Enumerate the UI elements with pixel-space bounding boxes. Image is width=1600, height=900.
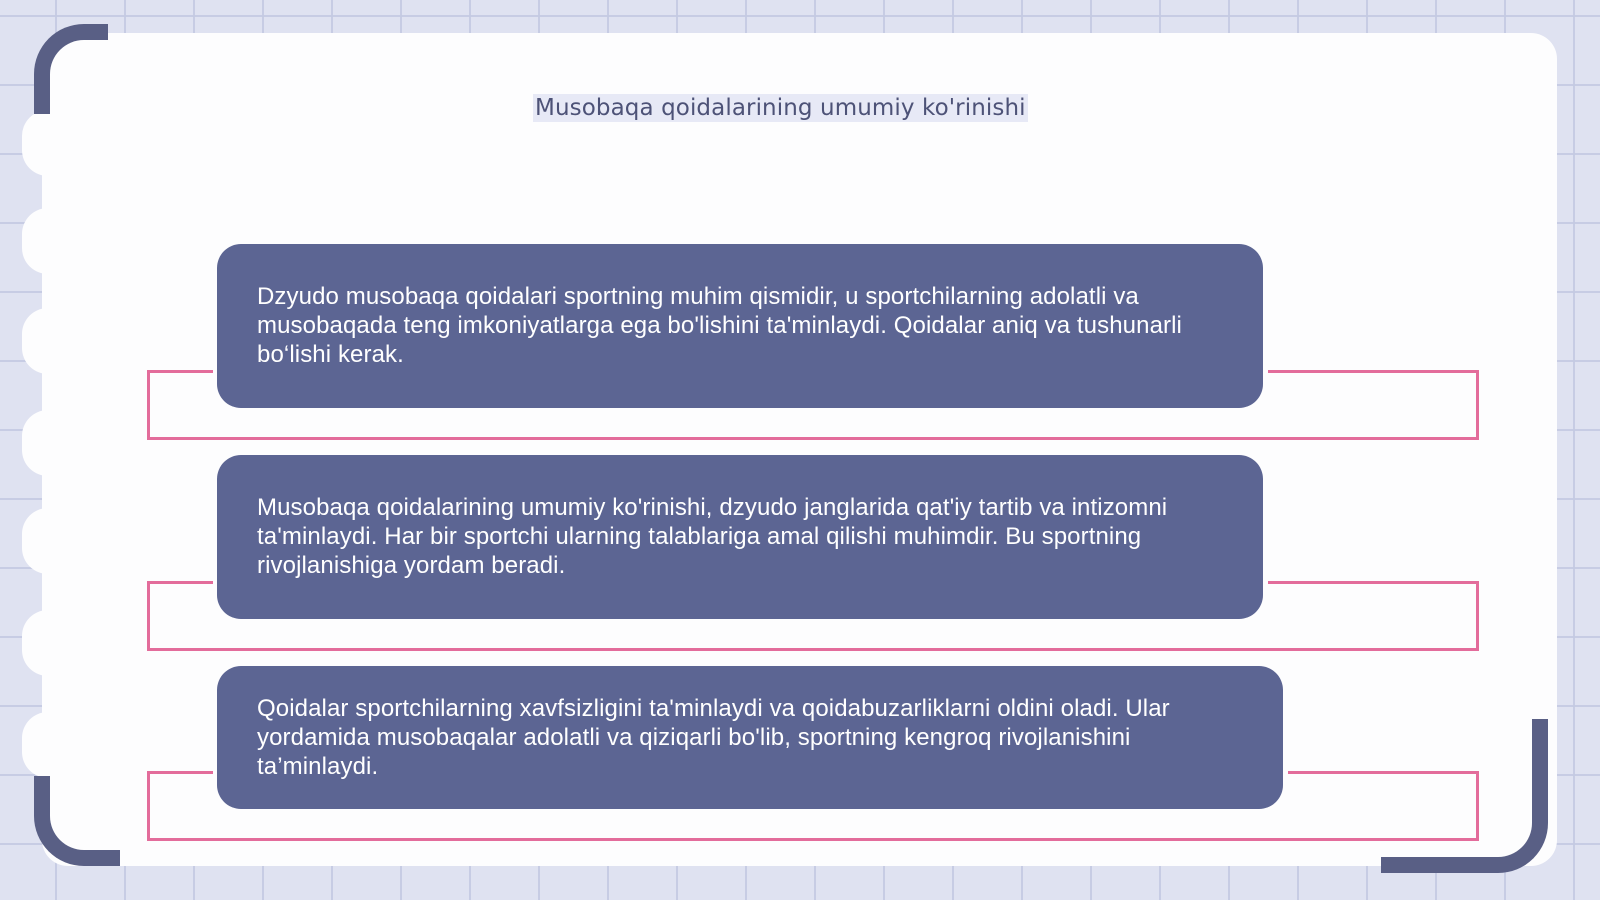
frame-corner-top-left	[34, 24, 108, 114]
binder-notch	[22, 410, 74, 476]
rule-card-text: Dzyudo musobaqa qoidalari sportning muhim qismidir, u sportchilarning adolatli va musobaqada teng imkoniyatlarga ega bo'lishini ta'minlaydi. Qoidalar aniq va tushunarli bo‘lishi kerak.	[257, 283, 1182, 368]
connector-tick-right	[1288, 771, 1476, 774]
connector-tick-right	[1268, 370, 1476, 373]
rule-card-3	[217, 666, 1283, 809]
rule-card-1	[217, 244, 1263, 408]
binder-notch	[22, 110, 74, 176]
binder-notch	[22, 508, 74, 574]
rule-card-text: Musobaqa qoidalarining umumiy ko'rinishi, dzyudo janglarida qat'iy tartib va intizomni ta'minlaydi. Har bir sportchi ularning talablariga amal qilishi muhimdir. Bu sportning rivojlanishiga yordam beradi.	[257, 494, 1168, 579]
binder-notch	[22, 610, 74, 676]
connector-tick-left	[147, 581, 213, 584]
binder-notch	[22, 308, 74, 374]
connector-tick-left	[147, 771, 213, 774]
binder-notch	[22, 208, 74, 274]
rule-card-text: Qoidalar sportchilarning xavfsizligini ta'minlaydi va qoidabuzarliklarni oldini oladi. Ular yordamida musobaqalar adolatli va qiziqarli bo'lib, sportning kengroq rivojlanishini ta’minlaydi.	[257, 695, 1170, 780]
connector-tick-left	[147, 370, 213, 373]
connector-tick-right	[1268, 581, 1476, 584]
binder-notch	[22, 712, 74, 778]
slide-title: Musobaqa qoidalarining umumiy ko'rinishi	[535, 95, 1026, 121]
rule-card-2	[217, 455, 1263, 619]
